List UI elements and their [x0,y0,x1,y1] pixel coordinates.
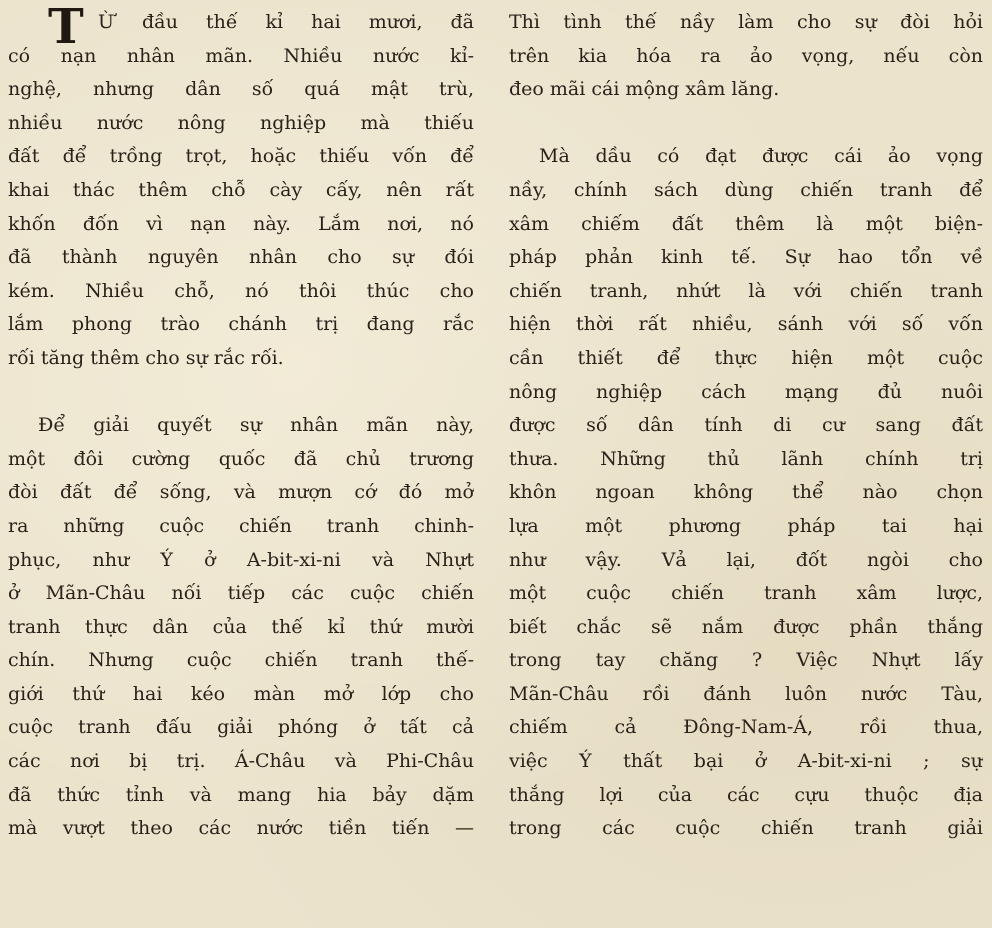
text-line: tranh thực dân của thế kỉ thứ mười [8,615,474,638]
text-line: xâm chiếm đất thêm là một biện- [509,212,983,235]
drop-cap: T [48,0,84,55]
text-line: nầy, chính sách dùng chiến tranh để [509,178,983,201]
text-line: lắm phong trào chánh trị đang rắc [8,313,474,336]
text-line: thưa. Những thủ lãnh chính trị [509,447,983,470]
left-paragraph-1 [8,0,474,376]
text-line: khốn đốn vì nạn này. Lắm nơi, nó [8,212,474,235]
right-column [509,0,983,846]
text-line: ở Mãn-Châu nối tiếp các cuộc chiến [8,582,474,605]
right-paragraph-1 [509,6,983,107]
paragraph-gap [8,376,474,410]
text-line: lựa một phương pháp tai hại [509,514,983,537]
text-line: việc Ý thất bại ở A-bit-xi-ni ; sự [509,750,983,773]
text-line: thắng lợi của các cựu thuộc địa [509,783,983,806]
text-line: được số dân tính di cư sang đất [509,414,983,437]
text-line: nông nghiệp cách mạng đủ nuôi [509,380,983,403]
text-line: Mãn-Châu rồi đánh luôn nước Tàu, [509,682,983,705]
text-line: cuộc tranh đấu giải phóng ở tất cả [8,716,474,739]
text-line: Để giải quyết sự nhân mãn này, [38,414,474,437]
text-line: Ừ đầu thế kỉ hai mươi, đã [98,11,474,33]
text-line: nhiều nước nông nghiệp mà thiếu [8,111,474,134]
text-line: biết chắc sẽ nắm được phần thắng [509,615,983,638]
text-line: chiến tranh, nhứt là với chiến tranh [509,279,983,302]
text-line: mà vượt theo các nước tiền tiến — [8,817,474,840]
text-line: đòi đất để sống, và mượn cớ đó mở [8,481,474,504]
text-line: một đôi cường quốc đã chủ trương [8,447,474,470]
text-line: hiện thời rất nhiều, sánh với số vốn [509,313,983,336]
text-line: kém. Nhiều chỗ, nó thôi thúc cho [8,279,474,302]
text-line: đất để trồng trọt, hoặc thiếu vốn để [8,145,474,168]
text-line: có nạn nhân mãn. Nhiều nước kỉ- [8,44,474,67]
text-line: Thì tình thế nầy làm cho sự đòi hỏi [509,11,983,33]
text-line: rối tăng thêm cho sự rắc rối. [8,346,284,369]
text-line: ra những cuộc chiến tranh chinh- [8,514,474,537]
text-line: cần thiết để thực hiện một cuộc [509,346,983,369]
text-line: trên kia hóa ra ảo vọng, nếu còn [509,44,983,67]
text-line: đã thành nguyên nhân cho sự đói [8,246,474,269]
left-column [8,0,474,846]
text-line: Mà dầu có đạt được cái ảo vọng [539,145,983,168]
text-line: giới thứ hai kéo màn mở lớp cho [8,682,474,705]
paragraph-gap [509,107,983,141]
text-line: trong các cuộc chiến tranh giải [509,817,983,840]
text-line: đeo mãi cái mộng xâm lăng. [509,78,780,101]
text-line: chín. Nhưng cuộc chiến tranh thế- [8,649,474,672]
text-line: nghệ, nhưng dân số quá mật trù, [8,78,474,101]
text-line: đã thức tỉnh và mang hia bảy dặm [8,783,474,806]
text-line: pháp phản kinh tế. Sự hao tổn về [509,246,983,269]
text-line: khôn ngoan không thể nào chọn [509,481,983,504]
right-paragraph-2 [509,140,983,845]
text-line: phục, như Ý ở A-bit-xi-ni và Nhựt [8,548,474,571]
text-line: các nơi bị trị. Á-Châu và Phi-Châu [8,750,474,773]
text-line: như vậy. Vả lại, đốt ngòi cho [509,548,983,571]
text-line: khai thác thêm chỗ cày cấy, nên rất [8,178,474,201]
text-line: một cuộc chiến tranh xâm lược, [509,582,983,605]
left-paragraph-2 [8,409,474,846]
text-line: trong tay chăng ? Việc Nhựt lấy [509,649,983,672]
text-line: chiếm cả Đông-Nam-Á, rồi thua, [509,716,983,739]
